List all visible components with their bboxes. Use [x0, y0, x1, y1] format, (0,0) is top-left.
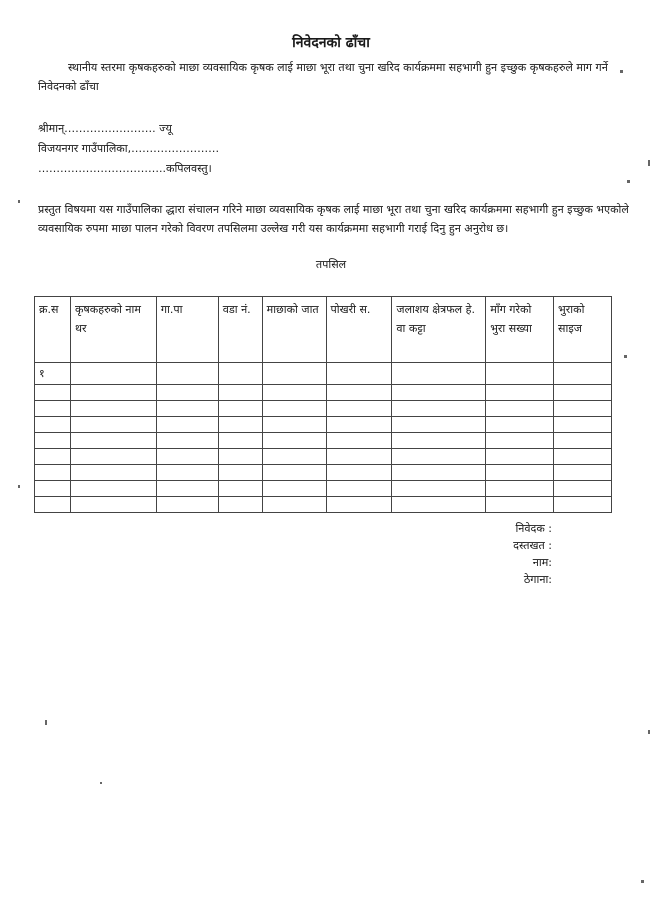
- header-fry-quantity: माँग गरेको भुरा सख्या: [486, 297, 554, 363]
- table-cell: [70, 363, 156, 385]
- table-row: [35, 417, 612, 433]
- table-header-row: [35, 297, 612, 363]
- scan-speck: [627, 180, 630, 183]
- scan-speck: [641, 880, 644, 883]
- details-table: [34, 296, 612, 513]
- table-row: [35, 385, 612, 401]
- scan-speck: [648, 730, 650, 734]
- header-farmer-name: कृषकहरुको नाम थर: [70, 297, 156, 363]
- intro-paragraph: स्थानीय स्तरमा कृषकहरुको माछा व्यवसायिक कृषक लाई माछा भूरा तथा चुना खरिद कार्यक्रममा सहभागी हुन इच्छुक कृषकहरुले माग गर्ने निवेदनको ढाँचा: [38, 61, 608, 93]
- header-pond-number: पोखरी स.: [326, 297, 392, 363]
- signature-block: [513, 520, 552, 588]
- name-label: नाम:: [532, 556, 552, 569]
- table-row: [35, 363, 612, 385]
- table-cell: [156, 363, 218, 385]
- applicant-label: निवेदक :: [515, 522, 552, 535]
- scan-speck: [100, 782, 102, 784]
- table-row: [35, 449, 612, 465]
- serial-cell: १: [35, 363, 71, 385]
- address-line-3: ……………………………..कपिलवस्तु।: [38, 162, 212, 175]
- document-title: निवेदनको ढाँचा: [292, 35, 370, 51]
- header-serial: क्र.स: [35, 297, 71, 363]
- scan-speck: [624, 355, 627, 358]
- table-cell: [218, 363, 262, 385]
- scan-speck: [18, 200, 20, 203]
- header-fish-species: माछाको जात: [262, 297, 326, 363]
- table-cell: [392, 363, 486, 385]
- table-cell: [326, 363, 392, 385]
- table-row: [35, 465, 612, 481]
- table-row: [35, 401, 612, 417]
- header-fry-size: भुराको साइज: [554, 297, 612, 363]
- table-cell: [262, 363, 326, 385]
- address-line-1: श्रीमान्……………………. ज्यू: [38, 122, 172, 135]
- table-row: [35, 433, 612, 449]
- table-cell: [554, 363, 612, 385]
- table-caption: तपसिल: [315, 258, 347, 271]
- signature-label: दस्तखत :: [513, 539, 552, 552]
- header-rural-municipality: गा.पा: [156, 297, 218, 363]
- request-paragraph: प्रस्तुत विषयमा यस गाउँपालिका द्धारा संचालन गरिने माछा व्यवसायिक कृषक लाई माछा भूरा तथा चुना खरिद कार्यक्रममा सहभागी हुन इच्छुक भएकोले व्यवसायिक रुपमा माछा पालन गरेको विवरण तपसिलमा उल्लेख गरी यस कार्यक्रममा सहभागी गराई दिनु हुन अनुरोध छ।: [38, 203, 629, 235]
- table-cell: [486, 363, 554, 385]
- scan-speck: [18, 485, 20, 488]
- scan-speck: [648, 160, 650, 166]
- address-line-2: विजयनगर गाउँपालिका,……………………: [38, 142, 220, 155]
- table-row: [35, 497, 612, 513]
- address-label: ठेगाना:: [523, 573, 552, 586]
- scan-speck: [45, 720, 47, 725]
- header-ward: वडा नं.: [218, 297, 262, 363]
- table-row: [35, 481, 612, 497]
- header-water-area: जलाशय क्षेत्रफल हे. वा कट्टा: [392, 297, 486, 363]
- scan-speck: [620, 70, 623, 73]
